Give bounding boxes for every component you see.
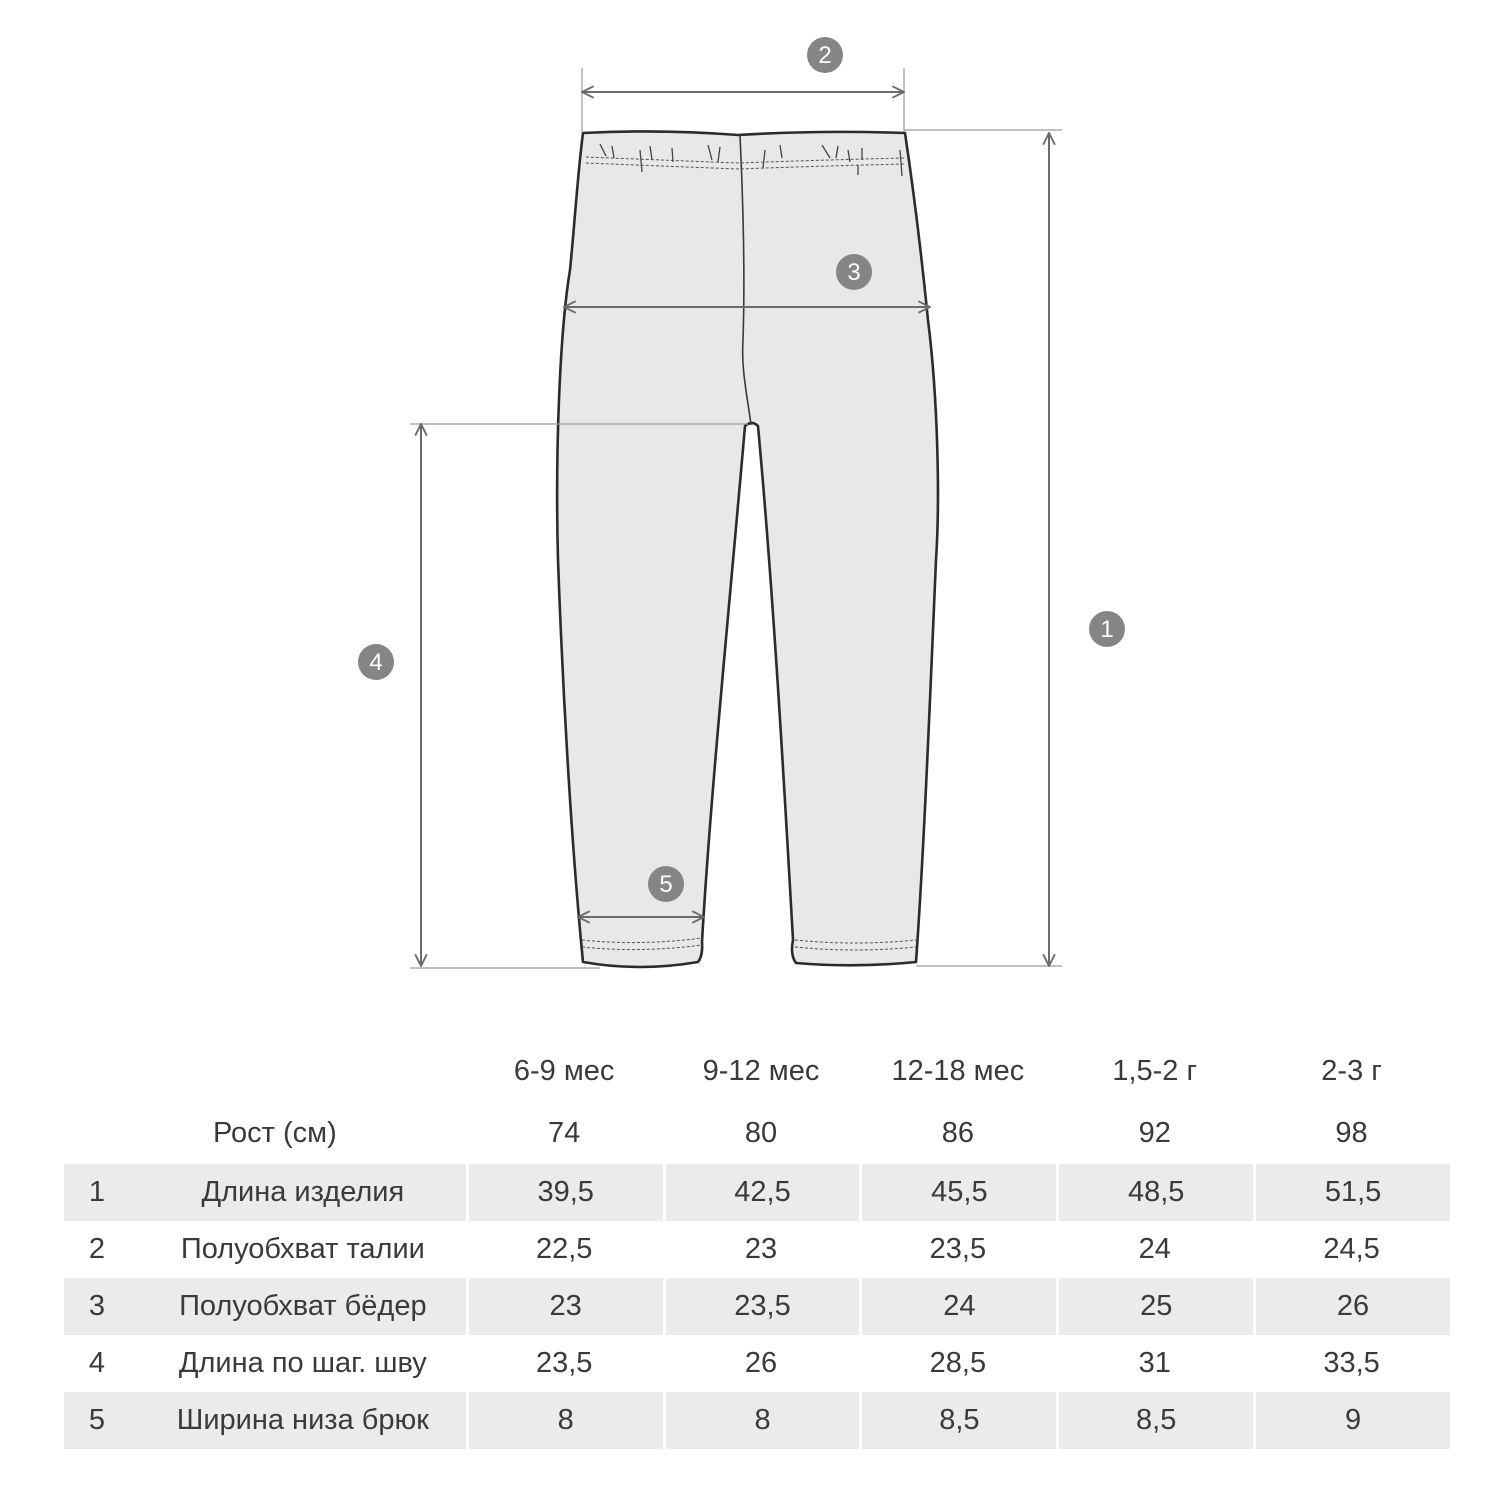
row-value: 28,5 bbox=[929, 1347, 987, 1379]
row-value: 23,5 bbox=[535, 1347, 593, 1379]
size-chart-table bbox=[64, 1040, 1450, 1449]
size-header: 2-3 г bbox=[1321, 1054, 1382, 1087]
height-row bbox=[64, 1102, 1450, 1164]
row-value: 31 bbox=[1138, 1347, 1171, 1379]
row-value: 24 bbox=[859, 1278, 1056, 1335]
row-value: 23 bbox=[466, 1278, 663, 1335]
row-value: 26 bbox=[1253, 1278, 1450, 1335]
row-number: 1 bbox=[64, 1164, 130, 1221]
badge-2 bbox=[807, 37, 843, 73]
row-value: 8,5 bbox=[1056, 1392, 1253, 1449]
row-label: Длина изделия bbox=[130, 1164, 466, 1221]
row-value: 22,5 bbox=[535, 1233, 593, 1265]
row-value: 24,5 bbox=[1323, 1233, 1380, 1265]
measurement-row-hem bbox=[64, 1392, 1450, 1449]
row-value: 8,5 bbox=[859, 1392, 1056, 1449]
badge-4 bbox=[358, 644, 394, 680]
height-value: 98 bbox=[1335, 1116, 1368, 1149]
size-header-row bbox=[64, 1040, 1450, 1102]
height-value: 80 bbox=[744, 1116, 778, 1149]
height-value: 92 bbox=[1138, 1116, 1171, 1149]
row-value: 24 bbox=[1138, 1233, 1171, 1265]
row-value: 42,5 bbox=[663, 1164, 860, 1221]
row-number: 5 bbox=[64, 1392, 130, 1449]
svg-text:4: 4 bbox=[369, 649, 383, 676]
row-number: 4 bbox=[88, 1347, 106, 1379]
size-header: 12-18 мес bbox=[891, 1054, 1025, 1087]
row-label: Полуобхват бёдер bbox=[130, 1278, 466, 1335]
row-value: 8 bbox=[663, 1392, 860, 1449]
size-header: 9-12 мес bbox=[702, 1054, 820, 1087]
row-value: 39,5 bbox=[466, 1164, 663, 1221]
pants-outline bbox=[557, 131, 938, 967]
row-number: 3 bbox=[64, 1278, 130, 1335]
row-value: 48,5 bbox=[1056, 1164, 1253, 1221]
svg-text:5: 5 bbox=[659, 871, 673, 898]
row-value: 23,5 bbox=[663, 1278, 860, 1335]
row-label: Ширина низа брюк bbox=[130, 1392, 466, 1449]
svg-text:2: 2 bbox=[818, 42, 832, 69]
row-value: 23,5 bbox=[929, 1233, 987, 1265]
row-value: 8 bbox=[466, 1392, 663, 1449]
row-value: 45,5 bbox=[859, 1164, 1056, 1221]
svg-text:1: 1 bbox=[1100, 616, 1114, 643]
svg-text:3: 3 bbox=[847, 259, 861, 286]
measurement-row-inseam bbox=[64, 1335, 1450, 1392]
measurement-row-hips bbox=[64, 1278, 1450, 1335]
row-label: Длина по шаг. шву bbox=[178, 1347, 427, 1379]
row-value: 33,5 bbox=[1323, 1347, 1380, 1379]
row-label: Полуобхват талии bbox=[180, 1233, 425, 1265]
size-header: 6-9 мес bbox=[513, 1054, 615, 1087]
row-value: 9 bbox=[1253, 1392, 1450, 1449]
height-label: Рост (см) bbox=[212, 1116, 337, 1149]
badge-1 bbox=[1089, 611, 1125, 647]
badge-3 bbox=[836, 254, 872, 290]
height-value: 86 bbox=[941, 1116, 974, 1149]
row-value: 51,5 bbox=[1253, 1164, 1450, 1221]
badge-5 bbox=[648, 866, 684, 902]
measurement-row-waist bbox=[64, 1221, 1450, 1278]
row-value: 26 bbox=[744, 1347, 778, 1379]
measurement-row-length bbox=[64, 1164, 1450, 1221]
size-header: 1,5-2 г bbox=[1112, 1054, 1198, 1087]
row-value: 23 bbox=[744, 1233, 778, 1265]
row-number: 2 bbox=[88, 1233, 106, 1265]
pants-illustration bbox=[557, 131, 938, 967]
height-value: 74 bbox=[548, 1116, 581, 1149]
row-value: 25 bbox=[1056, 1278, 1253, 1335]
